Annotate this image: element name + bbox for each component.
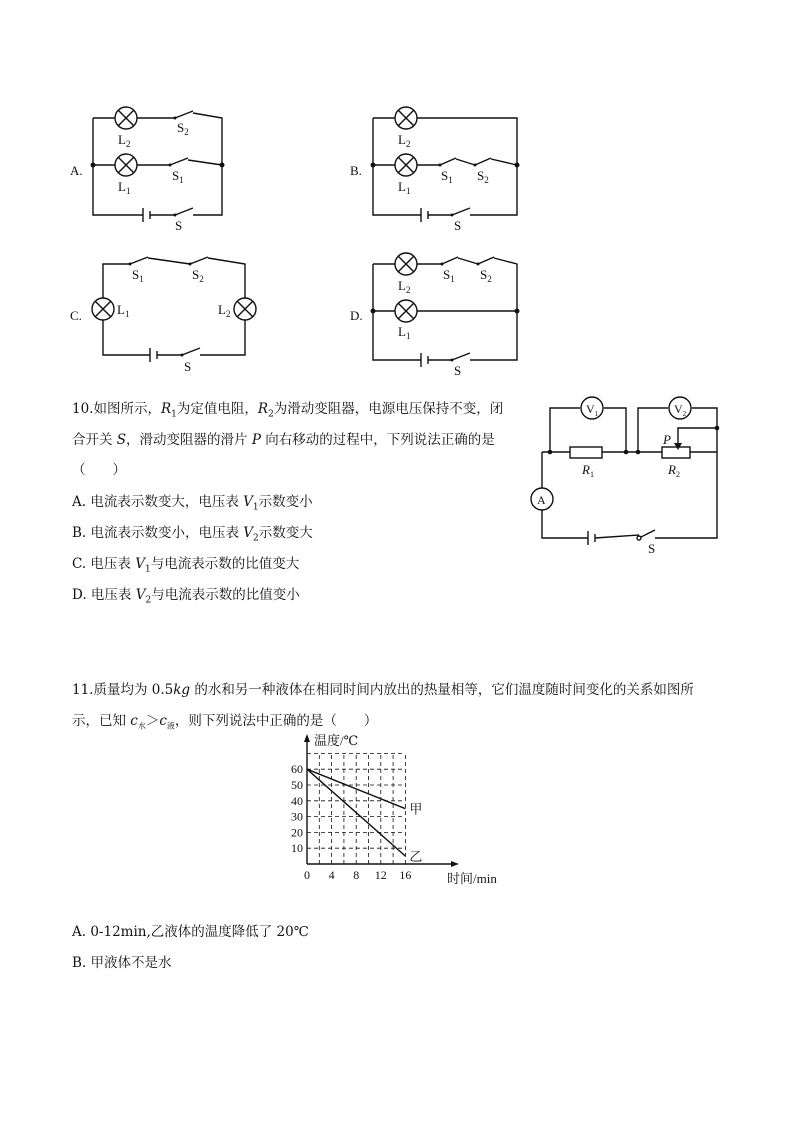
svg-text:S: S — [454, 363, 462, 378]
svg-text:L2: $L_2$ — [398, 132, 411, 149]
svg-text:R2: $R_2$ — [668, 462, 680, 479]
q10-option-d[interactable]: D. 电压表 $V_2$与电流表示数的比值变小 — [72, 587, 300, 606]
lamp-l2-icon — [234, 298, 256, 320]
svg-text:S: S — [454, 218, 462, 233]
svg-text:S2: $S_2$ — [477, 168, 489, 185]
y-tick-label: 60 — [291, 762, 303, 777]
svg-text:S2: $S_2$ — [192, 267, 204, 284]
lamp-l2-icon — [395, 107, 417, 129]
option-label-b: B. — [350, 163, 362, 178]
y-tick-label: 30 — [291, 809, 303, 824]
svg-text:V2: $V_2$ — [674, 402, 687, 418]
option-label-d: D. — [350, 308, 363, 323]
circuit-c — [70, 257, 256, 374]
circuit-d — [350, 253, 520, 378]
ammeter-icon — [531, 488, 553, 510]
q11-stem-line2: 示，已知 $c_水>c_液$，则下列说法中正确的是（ ） — [72, 713, 378, 731]
y-tick-label: 50 — [291, 778, 303, 792]
q10-option-b[interactable]: B. 电流表示数变小，电压表 $V_2$示数变大 — [72, 525, 313, 544]
svg-text:S1: $S_1$ — [443, 267, 455, 284]
svg-text:S: S — [184, 359, 192, 374]
svg-text:L1: $L_1$ — [398, 324, 411, 341]
svg-text:L2: $L_2$ — [398, 278, 411, 295]
resistor-r1-icon — [570, 447, 602, 458]
y-tick-label: 20 — [291, 825, 303, 840]
lamp-l1-icon — [395, 300, 417, 322]
svg-text:L2: $L_2$ — [218, 302, 231, 319]
q11-option-b[interactable]: B. 甲液体不是水 — [72, 955, 172, 971]
q10-stem-line1: 10.如图所示，$R_1$为定值电阻，$R_2$为滑动变阻器，电源电压保持不变，闭 — [72, 401, 504, 420]
q10-option-c[interactable]: C. 电压表 $V_1$与电流表示数的比值变大 — [72, 556, 300, 575]
series-line — [307, 769, 405, 856]
y-tick-label: 10 — [291, 841, 303, 856]
voltmeter-v1-icon — [581, 397, 603, 419]
resistor-r2-icon — [662, 447, 690, 458]
svg-text:S1: $S_1$ — [441, 168, 453, 185]
q11-stem-line1: 11.质量均为 0.5kg 的水和另一种液体在相同时间内放出的热量相等，它们温度随时间变化的关系如图所 — [72, 682, 694, 698]
lamp-l1-icon — [92, 298, 114, 320]
q10-option-a[interactable]: A. 电流表示数变大，电压表 $V_1$示数变小 — [72, 494, 313, 513]
x-tick-label: 0 — [304, 868, 310, 882]
option-label-a: A. — [70, 163, 83, 178]
series-label: 乙 — [409, 849, 423, 865]
x-tick-label: 8 — [353, 868, 360, 882]
svg-text:V1: $V_1$ — [586, 402, 599, 418]
y-axis-label: 温度/℃ — [314, 733, 359, 748]
lamp-l1-icon — [115, 154, 137, 176]
x-tick-label: 12 — [374, 868, 387, 882]
svg-text:S: S — [175, 218, 183, 233]
lamp-l2-icon — [115, 107, 137, 129]
circuit-a — [70, 107, 225, 233]
y-axis-arrow-icon — [304, 734, 310, 742]
svg-text:S2: $S_2$ — [177, 120, 189, 137]
voltmeter-v2-icon — [669, 397, 691, 419]
svg-text:S2: $S_2$ — [480, 267, 492, 284]
svg-text:L2: $L_2$ — [118, 132, 131, 149]
lamp-l2-icon — [395, 253, 417, 275]
series-line — [307, 769, 405, 809]
circuit-options-figure — [0, 0, 794, 385]
x-tick-label: 16 — [399, 868, 412, 882]
q10-answer-paren: （ ） — [72, 462, 126, 478]
series-label: 甲 — [409, 801, 423, 817]
x-axis-arrow-icon — [451, 861, 459, 867]
x-tick-label: 4 — [328, 868, 335, 882]
svg-text:A: A — [537, 493, 546, 507]
svg-text:L1: $L_1$ — [118, 179, 131, 196]
q10-stem-line2: 合开关 S，滑动变阻器的滑片 P 向右移动的过程中，下列说法正确的是 — [72, 432, 495, 448]
svg-text:R1: $R_1$ — [582, 462, 594, 479]
svg-text:S: S — [648, 541, 656, 556]
circuit-b — [350, 107, 520, 233]
temperature-time-chart — [280, 730, 530, 890]
svg-text:L1: $L_1$ — [117, 302, 130, 319]
q10-circuit-figure — [530, 390, 730, 560]
svg-text:P: P — [663, 432, 671, 447]
x-axis-label: 时间/min — [447, 871, 497, 886]
svg-text:S1: $S_1$ — [172, 168, 184, 185]
svg-text:L1: $L_1$ — [398, 179, 411, 196]
y-tick-label: 40 — [291, 793, 303, 808]
lamp-l1-icon — [395, 154, 417, 176]
svg-text:S1: $S_1$ — [132, 267, 144, 284]
q11-option-a[interactable]: A. 0-12min,乙液体的温度降低了 20℃ — [72, 924, 309, 940]
option-label-c: C. — [70, 308, 82, 323]
